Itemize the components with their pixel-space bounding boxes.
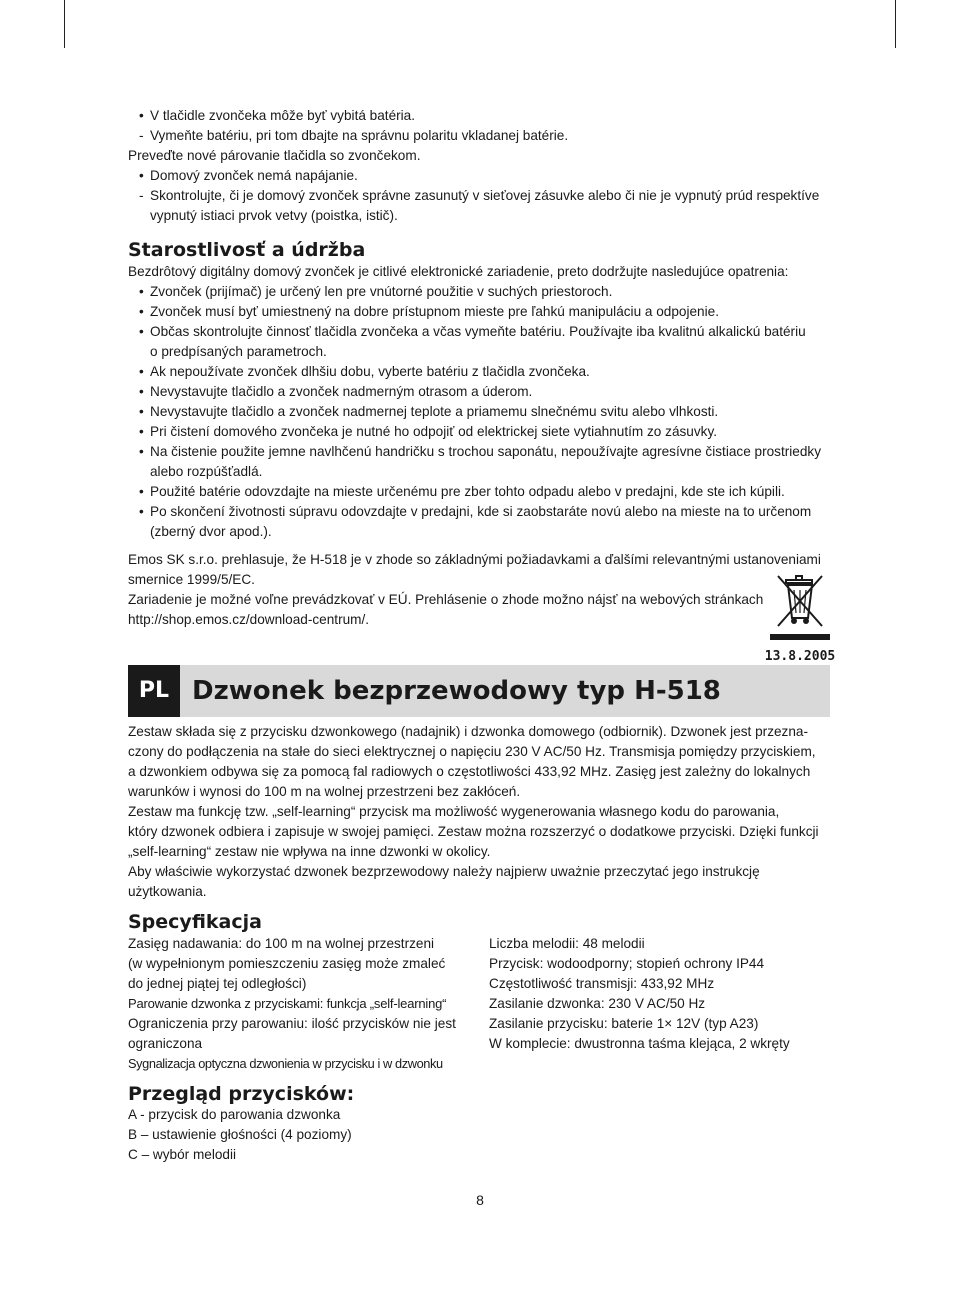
declaration-line: Emos SK s.r.o. prehlasuje, že H-518 je v zhode so základnými požiadavkami a ďalšími relevantnými ustanoveniami [128, 552, 821, 567]
spec-item: Częstotliwość transmisji: 433,92 MHz [489, 976, 715, 991]
section-title: Dzwonek bezprzewodowy typ H-518 [192, 676, 721, 706]
declaration-url: http://shop.emos.cz/download-centrum/. [128, 612, 370, 627]
intro-line: a dzwonkiem odbywa się za pomocą fal radiowych o częstotliwości 433,92 MHz. Zasięg jest zależny do lokalnych [128, 764, 811, 779]
list-item: • Domový zvonček nemá napájanie. [139, 168, 358, 183]
declaration-line: smernice 1999/5/EC. [128, 572, 255, 587]
list-item: - Vymeňte batériu, pri tom dbajte na správnu polaritu vkladanej batérie. [139, 128, 569, 143]
list-item-continuation: o predpísaných parametroch. [150, 344, 327, 359]
list-item: • Nevystavujte tlačidlo a zvonček nadmerným otrasom a úderom. [139, 384, 533, 399]
weee-bin-graphic [764, 568, 836, 664]
crop-mark-right [895, 0, 896, 48]
spec-item: do jednej piątej tej odległości) [128, 976, 307, 991]
intro-line: który dzwonek odbiera i zapisuje w swojej pamięci. Zestaw można rozszerzyć o dodatkowe przyciski. Dzięki funkcji [128, 824, 819, 839]
list-item: • V tlačidle zvončeka môže byť vybitá batéria. [139, 108, 416, 123]
buttons-list [128, 1105, 352, 1165]
spec-item: Liczba melodii: 48 melodii [489, 936, 645, 951]
intro-line: „self-learning“ zestaw nie wpływa na inne dzwonki w okolicy. [128, 844, 491, 859]
buttons-heading: Przegląd przycisków: [128, 1083, 355, 1105]
intro-line: Zestaw ma funkcję tzw. „self-learning“ przycisk ma możliwość wygenerowania własnego kodu do parowania, [128, 804, 780, 819]
crop-mark-left [64, 0, 65, 48]
spec-item: W komplecie: dwustronna taśma klejąca, 2 wkręty [489, 1036, 790, 1051]
list-item: Preveďte nové párovanie tlačidla so zvončekom. [128, 148, 421, 163]
list-item: • Nevystavujte tlačidlo a zvonček nadmernej teplote a priamemu slnečnému svitu alebo vlhkosti. [139, 404, 719, 419]
list-item: • Zvonček musí byť umiestnený na dobre prístupnom mieste pre ľahkú manipuláciu a odpojenie. [139, 304, 719, 319]
list-item: • Zvonček (prijímač) je určený len pre vnútorné použitie v suchých priestoroch. [139, 284, 613, 299]
spec-item: Zasilanie dzwonka: 230 V AC/50 Hz [489, 996, 706, 1011]
care-section [128, 262, 821, 542]
list-item-continuation: (zberný dvor apod.). [150, 524, 272, 539]
pl-intro [128, 722, 819, 902]
list-item: - Skontrolujte, či je domový zvonček správne zasunutý v sieťovej zásuvke alebo či nie je vypnutý prúd respektíve [139, 188, 820, 203]
spec-item: ograniczona [128, 1036, 203, 1051]
spec-item: Sygnalizacja optyczna dzwonienia w przycisku i w dzwonku [128, 1056, 443, 1071]
spec-item: Przycisk: wodoodporny; stopień ochrony IP44 [489, 956, 765, 971]
spec-right-column [489, 934, 790, 1054]
list-item: • Po skončení životnosti súpravu odovzdajte v predajni, kde si zaobstaráte novú alebo na mieste na to určenom [139, 504, 812, 519]
spec-item: Zasięg nadawania: do 100 m na wolnej przestrzeni [128, 936, 435, 951]
button-description: A - przycisk do parowania dzwonka [128, 1107, 341, 1122]
button-description: C – wybór melodii [128, 1147, 237, 1162]
intro-line: czony do podłączenia na stałe do sieci elektrycznej o napięciu 230 V AC/50 Hz. Transmisja pomiędzy przyciskiem, [128, 744, 816, 759]
weee-bin-icon [764, 568, 836, 664]
weee-date: 13.8.2005 [764, 649, 836, 664]
care-intro: Bezdrôtový digitálny domový zvonček je citlivé elektronické zariadenie, preto dodržujte nasledujúce opatrenia: [128, 264, 789, 279]
intro-line: Aby właściwie wykorzystać dzwonek bezprzewodowy należy najpierw uważnie przeczytać jego instrukcję [128, 864, 760, 879]
troubleshooting-list [128, 106, 819, 226]
spec-heading: Specyfikacja [128, 911, 262, 933]
list-item-continuation: alebo rozpúšťadlá. [150, 464, 263, 479]
language-banner [128, 665, 830, 717]
care-heading: Starostlivosť a údržba [128, 239, 366, 261]
intro-line: użytkowania. [128, 884, 207, 899]
button-description: B – ustawienie głośności (4 poziomy) [128, 1127, 352, 1142]
list-item: • Pri čistení domového zvončeka je nutné ho odpojiť od elektrickej siete vytiahnutím zo zásuvky. [139, 424, 718, 439]
intro-line: warunków i wynosi do 100 m na wolnej przestrzeni bez zakłóceń. [128, 784, 521, 799]
page-number: 8 [476, 1192, 484, 1208]
spec-item: Parowanie dzwonka z przyciskami: funkcja „self-learning“ [128, 996, 447, 1011]
list-item-continuation: vypnutý istiaci prvok vetvy (poistka, istič). [150, 208, 398, 223]
spec-item: (w wypełnionym pomieszczeniu zasięg może zmaleć [128, 956, 446, 971]
spec-item: Zasilanie przycisku: baterie 1× 12V (typ A23) [489, 1016, 759, 1031]
intro-line: Zestaw składa się z przycisku dzwonkowego (nadajnik) i dzwonka domowego (odbiornik). Dzwonek jest przezna- [128, 724, 808, 739]
list-item: • Použité batérie odovzdajte na mieste určenému pre zber tohto odpadu alebo v predajni, kde ste ich kúpili. [139, 484, 785, 499]
list-item: • Ak nepoužívate zvonček dlhšiu dobu, vyberte batériu z tlačidla zvončeka. [139, 364, 590, 379]
list-item: • Na čistenie použite jemne navlhčenú handričku s trochou saponátu, nepoužívajte agresívne čistiace prostriedky [139, 444, 822, 459]
list-item: • Občas skontrolujte činnosť tlačidla zvončeka a včas vymeňte batériu. Používajte iba kvalitnú alkalickú batériu [139, 324, 806, 339]
declaration [128, 550, 821, 630]
spec-left-column [128, 934, 456, 1074]
declaration-line: Zariadenie je možné voľne prevádzkovať v EÚ. Prehlásenie o zhode možno nájsť na webových stránkach [128, 592, 764, 607]
spec-item: Ograniczenia przy parowaniu: ilość przycisków nie jest [128, 1016, 456, 1031]
language-code-badge: PL [128, 665, 180, 717]
